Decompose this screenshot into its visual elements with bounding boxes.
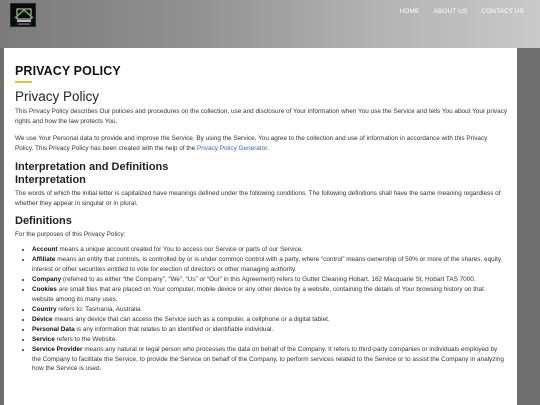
definition-term: Affiliate	[32, 256, 56, 264]
page-title: PRIVACY POLICY	[15, 64, 121, 78]
definition-term: Cookies	[32, 286, 57, 294]
definitions-heading: Definitions	[15, 214, 72, 227]
list-item	[32, 275, 507, 285]
definition-term: Service	[32, 336, 55, 343]
definition-term: Personal Data	[32, 325, 75, 333]
definition-text: means a unique account created for You to access our Service or parts of our Service.	[57, 246, 304, 254]
list-item	[32, 345, 507, 374]
interpretation-paragraph: The words of which the initial letter is capitalized have meanings defined under the following conditions. The following definitions shall have the same meaning regardless of whether they appear in singular or in plural.	[15, 190, 501, 207]
definitions-intro: For the purposes of this Privacy Policy:	[15, 230, 126, 238]
usage-end: .	[266, 144, 269, 152]
title-underline	[15, 81, 32, 83]
company-logo-icon[interactable]	[10, 3, 36, 27]
privacy-generator-link[interactable]: Privacy Policy Generator	[197, 144, 267, 152]
definition-term: Country	[32, 305, 57, 313]
definition-term: Service Provider	[32, 346, 83, 354]
definition-text: refers to: Tasmania, Australia	[56, 305, 141, 313]
header-bar	[0, 0, 540, 48]
definition-text: are small files that are placed on Your computer, mobile device or any other device by a website, containing the details of Your browsing history on that website among its many uses.	[32, 286, 484, 303]
list-item	[32, 335, 507, 345]
nav-about-link[interactable]: ABOUT US	[433, 8, 468, 15]
intro-paragraph: This Privacy Policy describes Our policies and procedures on the collection, use and disclosure of Your information when You use the Service and tells You about Your privacy rights and how the law protects You.	[15, 108, 508, 125]
list-item	[32, 325, 507, 335]
usage-text: We use Your Personal data to provide and improve the Service. By using the Service, You agree to the collection and use of information in accordance with this Privacy Policy. This Privacy Policy has been created with the help of the	[15, 135, 488, 152]
definition-term: Device	[32, 315, 53, 323]
interpretation-definitions-heading: Interpretation and Definitions	[15, 161, 169, 174]
usage-paragraph	[15, 134, 507, 153]
list-item	[32, 245, 507, 255]
list-item	[32, 255, 507, 274]
list-item	[32, 305, 507, 315]
definitions-list	[15, 245, 507, 374]
definition-text: means any device that can access the Service such as a computer, a cellphone or a digital tablet.	[52, 315, 330, 323]
nav-home-link[interactable]: HOME	[399, 8, 420, 15]
definition-term: Account	[32, 246, 58, 254]
definition-text: means an entity that controls, is controlled by or is under common control with a party, where “control” means ownership of 50% or more of the shares, equity interest or other securities entitled to vote for election of directors or other managing authority.	[32, 256, 502, 273]
definition-text: refers to the Website.	[54, 336, 118, 343]
definition-text: is any information that relates to an identified or identifiable individual.	[74, 325, 274, 333]
nav-contact-link[interactable]: CONTACT US	[481, 8, 524, 15]
policy-content	[4, 48, 517, 405]
privacy-policy-heading: Privacy Policy	[15, 89, 100, 104]
list-item	[32, 285, 507, 304]
main-nav	[390, 8, 528, 15]
definition-term: Company	[32, 275, 62, 283]
interpretation-heading: Interpretation	[15, 174, 86, 187]
definition-text: means any natural or legal person who processes the data on behalf of the Company. It refers to third-party companies or individuals employed by the Company to facilitate the Service, to provide the Service on behalf of the Company, to perform services related to the Service or to assist the Company in analyzing how the Service is used.	[32, 346, 504, 373]
definition-text: (referred to as either “the Company”, “We”, “Us” or “Our” in this Agreement) refers to Gutter Cleaning Hobart, 162 Macquarie St, Hobart TAS 7000.	[61, 275, 476, 283]
list-item	[32, 315, 507, 325]
